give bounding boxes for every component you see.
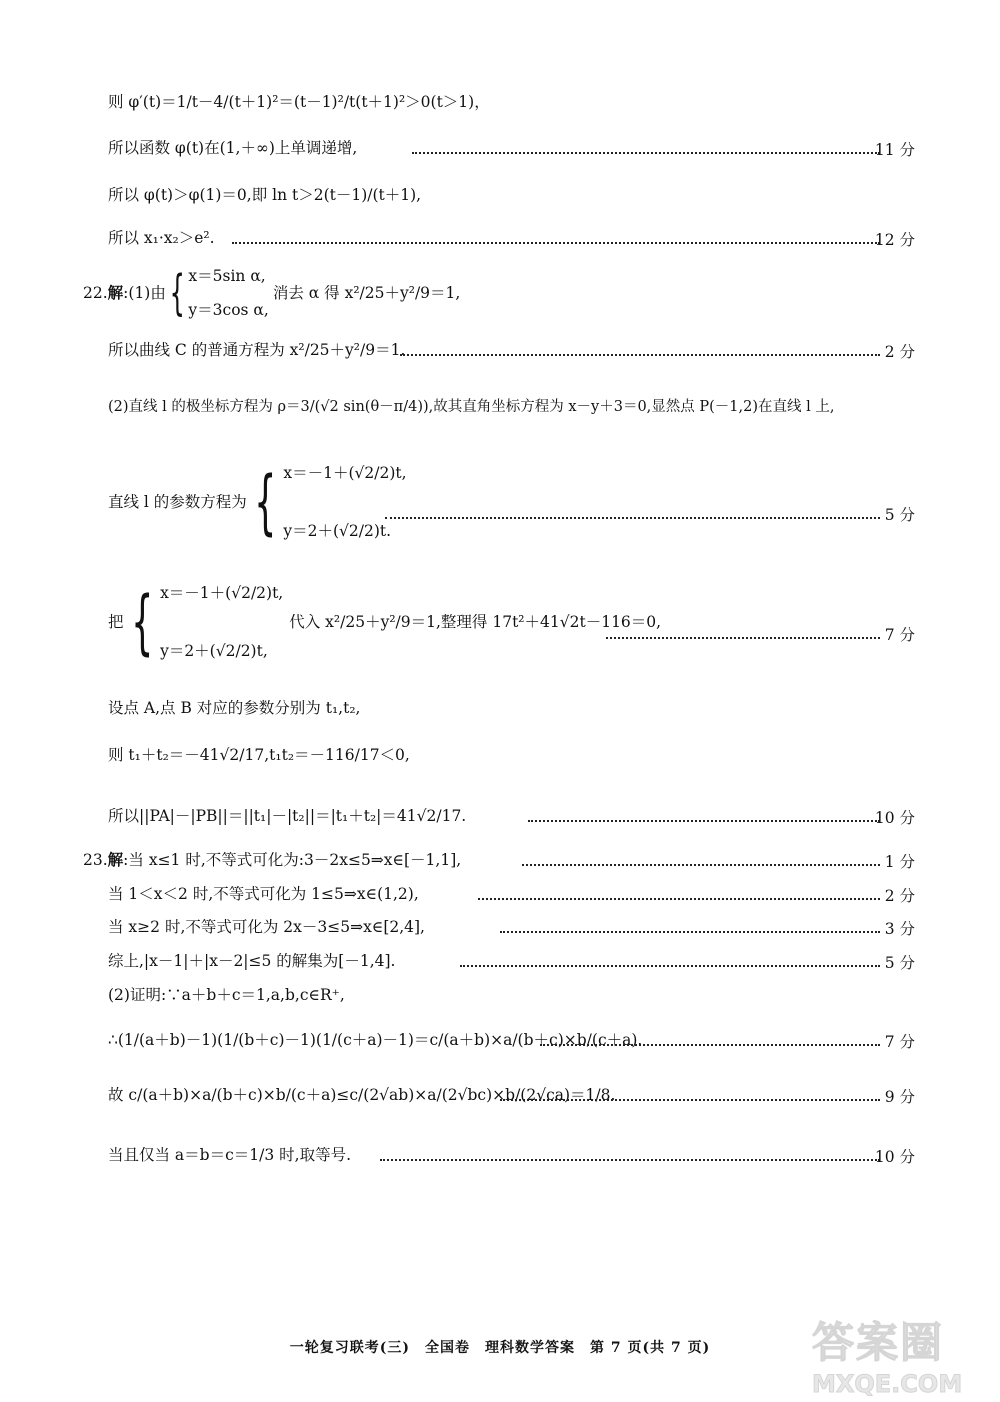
- system-row-y: y＝2＋(√2/2)t,: [160, 642, 268, 660]
- leader-dots: [606, 637, 880, 639]
- line-monotonic: 所以函数 φ(t)在(1,＋∞)上单调递增,: [108, 139, 358, 157]
- score-11: 11 分: [874, 141, 915, 159]
- leader-dots: [400, 354, 880, 356]
- line-case2: 当 1＜x＜2 时,不等式可化为 1≤5⇒x∈(1,2),: [108, 885, 419, 903]
- substitution-result: 代入 x²/25＋y²/9＝1,整理得 17t²＋41√2t－116＝0,: [289, 613, 662, 631]
- equation-system: [160, 583, 283, 661]
- score-2: 2 分: [884, 887, 915, 905]
- watermark-bottom-text: MXQE.COM: [812, 1370, 963, 1398]
- page-footer: 一轮复习联考(三) 全国卷 理科数学答案 第 7 页(共 7 页): [289, 1340, 711, 1356]
- line-polar-equation: (2)直线 l 的极坐标方程为 ρ＝3/(√2 sin(θ－π/4)),故其直角坐标方程为 x－y＋3＝0,显然点 P(－1,2)在直线 l 上,: [108, 399, 835, 415]
- score-1: 1 分: [884, 853, 915, 871]
- line-parametric-equation: [108, 463, 407, 541]
- score-5: 5 分: [884, 954, 915, 972]
- system-row-y: y＝2＋(√2/2)t.: [283, 522, 392, 540]
- question-number-23: 23.: [83, 851, 108, 869]
- system-row-y: y＝3cos α,: [188, 301, 269, 319]
- solution-label: 解: [107, 850, 124, 869]
- score-5: 5 分: [884, 506, 915, 524]
- score-3: 3 分: [884, 920, 915, 938]
- score-2: 2 分: [884, 343, 915, 361]
- part1-intro: :(1)由: [123, 284, 166, 302]
- equation-system: [188, 266, 268, 320]
- watermark-logo: [812, 1310, 982, 1398]
- line-solution-set: 综上,|x－1|＋|x－2|≤5 的解集为[－1,4].: [108, 952, 396, 970]
- question-23-case1: [83, 850, 461, 870]
- solution-label: 解: [107, 283, 124, 302]
- score-7: 7 分: [884, 1033, 915, 1051]
- parametric-intro: 直线 l 的参数方程为: [108, 493, 247, 511]
- brace-icon: {: [253, 461, 277, 543]
- system-row-x: x＝－1＋(√2/2)t,: [283, 464, 407, 482]
- line-vieta: 则 t₁＋t₂＝－41√2/17,t₁t₂＝－116/17＜0,: [108, 746, 410, 764]
- brace-icon: {: [169, 265, 185, 321]
- substitute-prefix: 把: [108, 613, 124, 631]
- score-12: 12 分: [874, 231, 915, 249]
- leader-dots: [500, 931, 880, 933]
- line-pa-pb-result: 所以||PA|－|PB||＝||t₁|－|t₂||＝|t₁＋t₂|＝41√2/17.: [108, 807, 467, 825]
- brace-icon: {: [130, 581, 153, 663]
- system-row-x: x＝－1＋(√2/2)t,: [160, 584, 284, 602]
- line-phi-derivative: 则 φ′(t)＝1/t－4/(t＋1)²＝(t－1)²/t(t＋1)²＞0(t＞1)，: [108, 93, 490, 111]
- watermark-top-text: 答案圈: [812, 1318, 945, 1367]
- eliminate-alpha-text: 消去 α 得 x²/25＋y²/9＝1,: [272, 284, 461, 302]
- question-number-22: 22.: [83, 284, 108, 302]
- line-phi-inequality: 所以 φ(t)＞φ(1)＝0,即 ln t＞2(t－1)/(t＋1),: [108, 186, 422, 204]
- line-conclusion-x1x2: 所以 x₁·x₂＞e².: [108, 229, 215, 247]
- leader-dots: [380, 1159, 880, 1161]
- score-10: 10 分: [874, 809, 915, 827]
- case1-text: :当 x≤1 时,不等式可化为:3－2x≤5⇒x∈[－1,1],: [123, 851, 462, 869]
- score-9: 9 分: [884, 1088, 915, 1106]
- leader-dots: [540, 1044, 880, 1046]
- leader-dots: [522, 864, 880, 866]
- line-ordinary-equation: 所以曲线 C 的普通方程为 x²/25＋y²/9＝1.: [108, 341, 406, 359]
- question-22-part1: [83, 266, 460, 320]
- leader-dots: [460, 965, 880, 967]
- line-set-parameters: 设点 A,点 B 对应的参数分别为 t₁,t₂,: [108, 699, 361, 717]
- leader-dots: [232, 242, 880, 244]
- score-7: 7 分: [884, 626, 915, 644]
- line-equality-condition: 当且仅当 a＝b＝c＝1/3 时,取等号.: [108, 1146, 351, 1164]
- score-10: 10 分: [874, 1148, 915, 1166]
- leader-dots: [500, 1099, 880, 1101]
- line-case3: 当 x≥2 时,不等式可化为 2x－3≤5⇒x∈[2,4],: [108, 918, 425, 936]
- line-product-identity: ∴(1/(a＋b)－1)(1/(b＋c)－1)(1/(c＋a)－1)＝c/(a＋b)×a/(b＋c)×b/(c＋a).: [108, 1031, 643, 1049]
- line-proof-given: (2)证明:∵a＋b＋c＝1,a,b,c∈R⁺,: [108, 986, 345, 1004]
- leader-dots: [528, 820, 880, 822]
- leader-dots: [385, 517, 880, 519]
- line-substitution: [108, 583, 661, 661]
- system-row-x: x＝5sin α,: [188, 267, 266, 285]
- equation-system: [283, 463, 406, 541]
- leader-dots: [412, 152, 880, 154]
- leader-dots: [478, 898, 880, 900]
- line-am-gm-bound: 故 c/(a＋b)×a/(b＋c)×b/(c＋a)≤c/(2√ab)×a/(2√bc)×b/(2√ca)＝1/8.: [108, 1086, 616, 1104]
